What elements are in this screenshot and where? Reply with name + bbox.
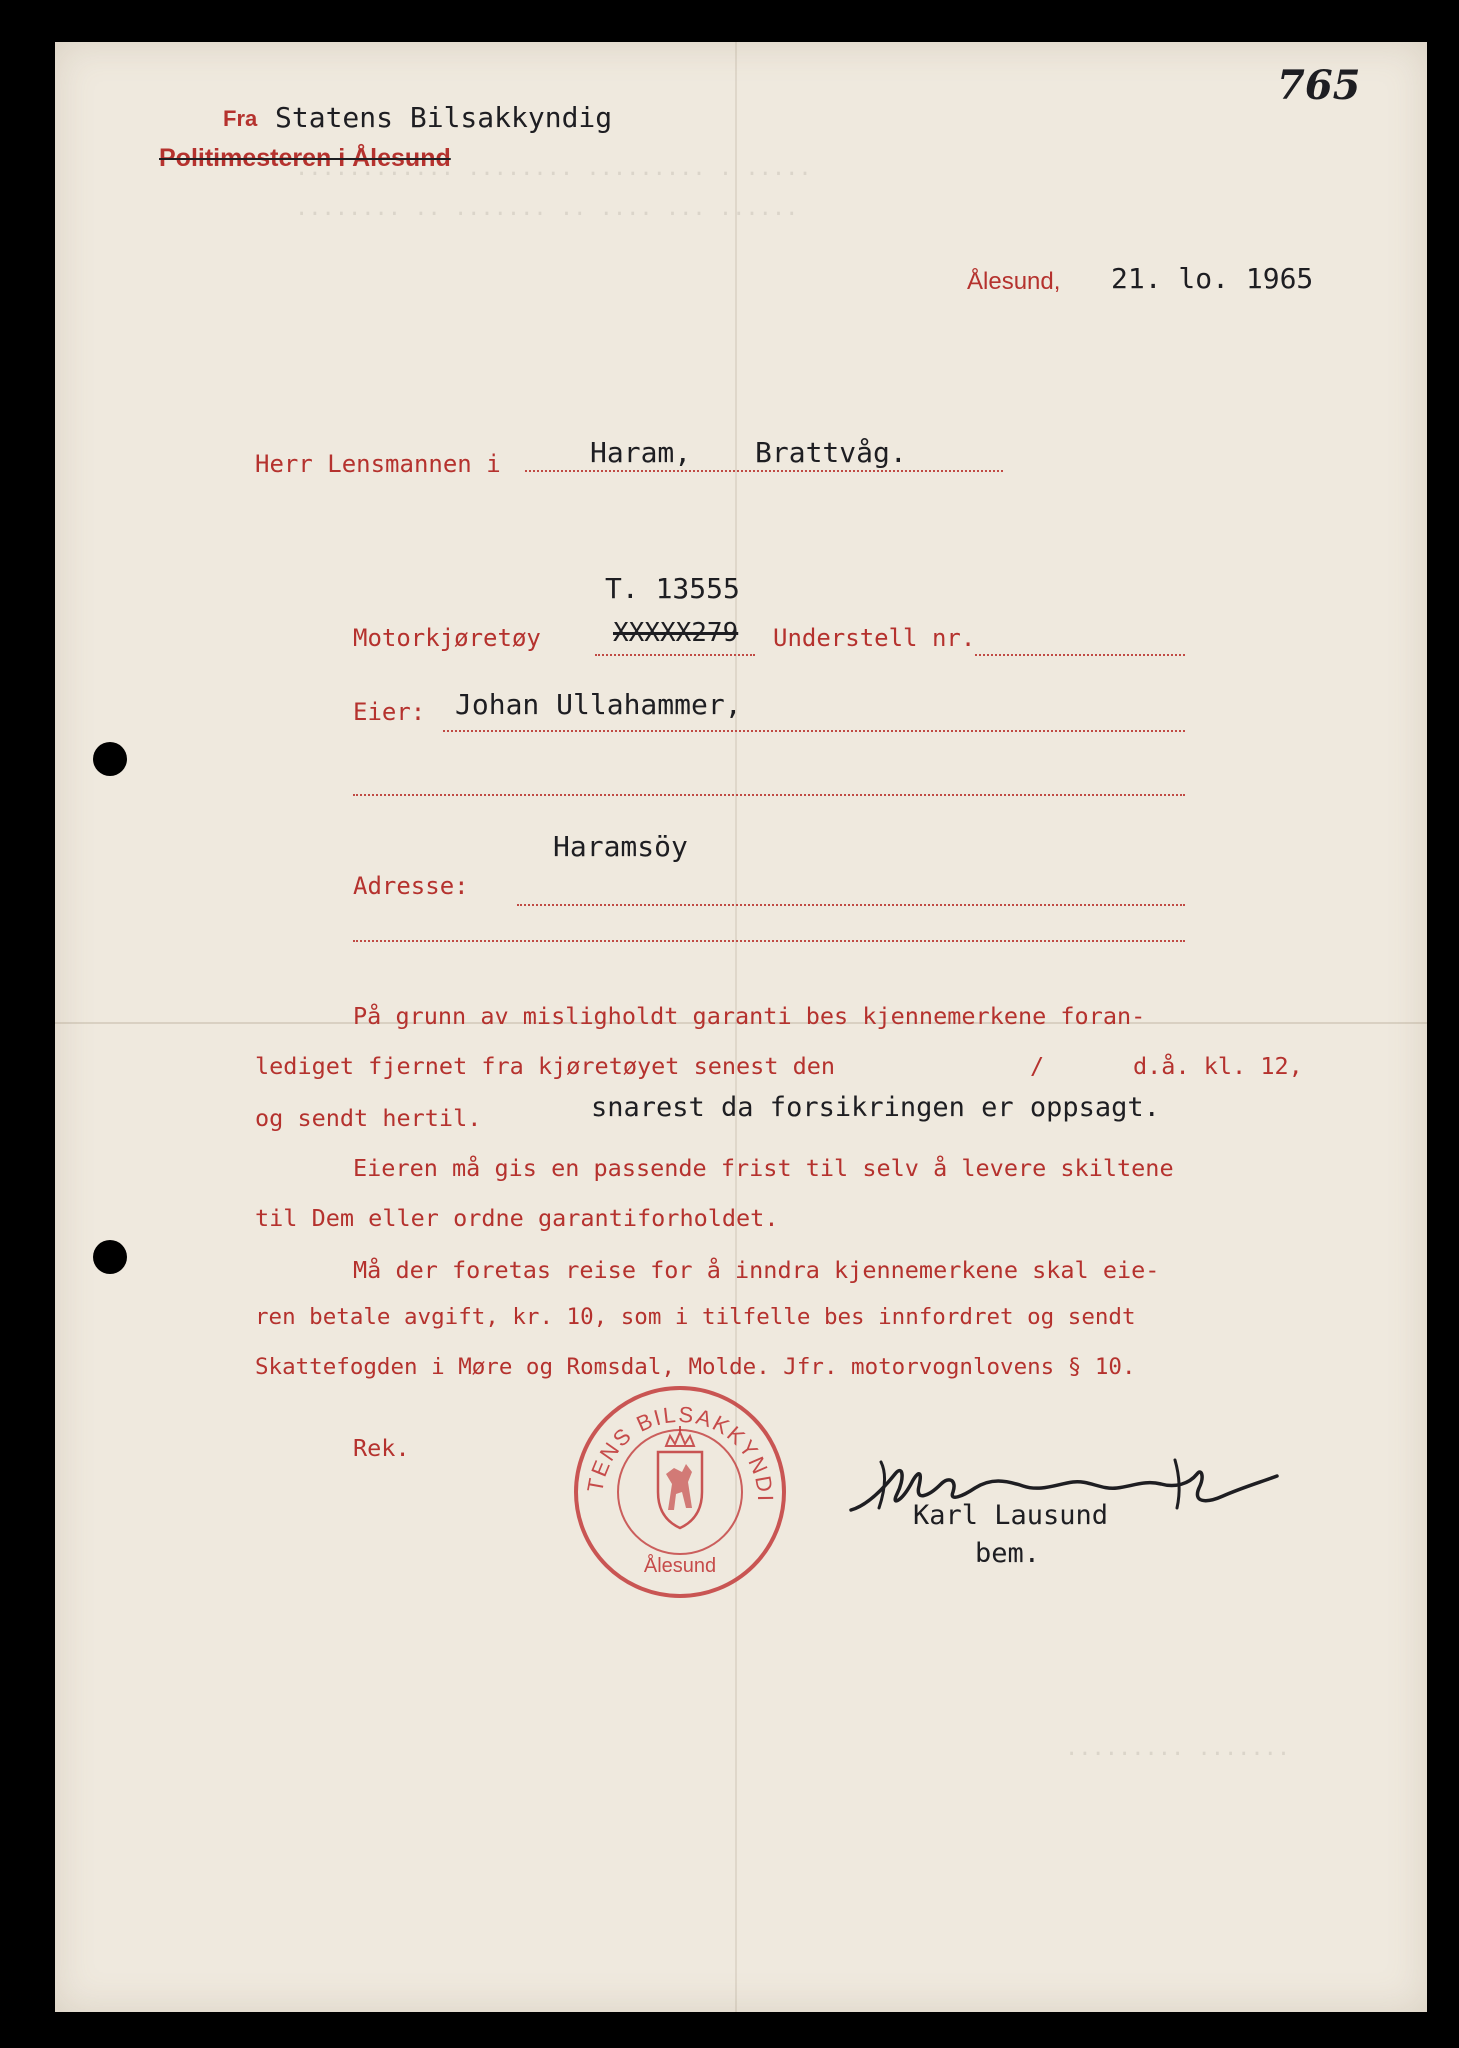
body-p1-typed-insert: snarest da forsikringen er oppsagt. xyxy=(591,1092,1160,1123)
stamp-graphic xyxy=(570,1382,790,1602)
body-p1-line1: På grunn av misligholdt garanti bes kjennemerkene foran- xyxy=(353,1002,1146,1030)
closing-rek: Rek. xyxy=(353,1434,410,1462)
registration-number: T. 13555 xyxy=(605,572,740,605)
vehicle-label: Motorkjøretøy xyxy=(353,624,541,652)
address-value: Haramsöy xyxy=(553,830,688,863)
owner-name: Johan Ullahammer, xyxy=(455,688,742,721)
official-stamp xyxy=(570,1382,790,1602)
address-dotted-line-2 xyxy=(353,940,1185,942)
signatory-title: bem. xyxy=(975,1538,1041,1569)
body-p3-line3: Skattefogden i Møre og Romsdal, Molde. Jfr. motorvognlovens § 10. xyxy=(255,1354,1136,1380)
letter-sheet xyxy=(55,42,1427,2012)
show-through-text: ········· ······· xyxy=(1065,1742,1291,1767)
body-p1-line3: og sendt hertil. xyxy=(255,1104,482,1132)
recipient-dotted-line xyxy=(525,470,1003,472)
punch-hole-top xyxy=(93,742,127,776)
show-through-text: ········ ·· ······· ·· ···· ··· ······ xyxy=(295,202,799,227)
punch-hole-bottom xyxy=(93,1240,127,1274)
place: Ålesund, xyxy=(967,268,1061,295)
chassis-label: Understell nr. xyxy=(773,624,976,652)
owner-dotted-line-2 xyxy=(353,794,1185,796)
recipient-name: Haram, xyxy=(590,436,692,469)
owner-label: Eier: xyxy=(353,698,426,726)
body-p1-line2: lediget fjernet fra kjøretøyet senest den xyxy=(255,1052,836,1080)
sender-typed: Statens Bilsakkyndig xyxy=(275,101,613,134)
body-p3-line1: Må der foretas reise for å inndra kjennemerkene skal eie- xyxy=(353,1256,1160,1284)
chassis-dotted-line xyxy=(975,654,1185,656)
coat-of-arms-lion-icon xyxy=(658,1452,702,1528)
body-p1-slash: / xyxy=(1030,1052,1045,1080)
address-dotted-line xyxy=(517,904,1185,906)
stamp-city: Ålesund xyxy=(643,1555,717,1577)
show-through-text: ············ ········ ········· · ····· xyxy=(295,162,812,187)
crown-icon xyxy=(666,1426,694,1446)
letterhead-fra: Fra xyxy=(223,106,258,131)
address-label: Adresse: xyxy=(353,872,469,900)
recipient-label: Herr Lensmannen i xyxy=(255,450,501,478)
body-p3-line2: ren betale avgift, kr. 10, som i tilfelle bes innfordret og sendt xyxy=(255,1304,1136,1330)
owner-dotted-line xyxy=(443,730,1185,732)
body-p1-tail: d.å. kl. 12, xyxy=(1133,1052,1303,1080)
crossed-letterhead: Politimesteren i Ålesund xyxy=(159,144,451,172)
date: 21. lo. 1965 xyxy=(1111,262,1314,295)
body-p2-line1: Eieren må gis en passende frist til selv å levere skiltene xyxy=(353,1154,1174,1182)
signatory-name: Karl Lausund xyxy=(913,1500,1109,1531)
vehicle-dotted-line xyxy=(595,654,755,656)
body-p2-line2: til Dem eller ordne garantiforholdet. xyxy=(255,1204,779,1232)
struck-vehicle-entry: XXXXX279 xyxy=(613,618,739,648)
stamp-ring-text: TENS BILSAKKYNDI xyxy=(582,1401,779,1504)
recipient-location: Brattvåg. xyxy=(755,436,907,469)
archive-number: 765 xyxy=(1277,62,1361,109)
